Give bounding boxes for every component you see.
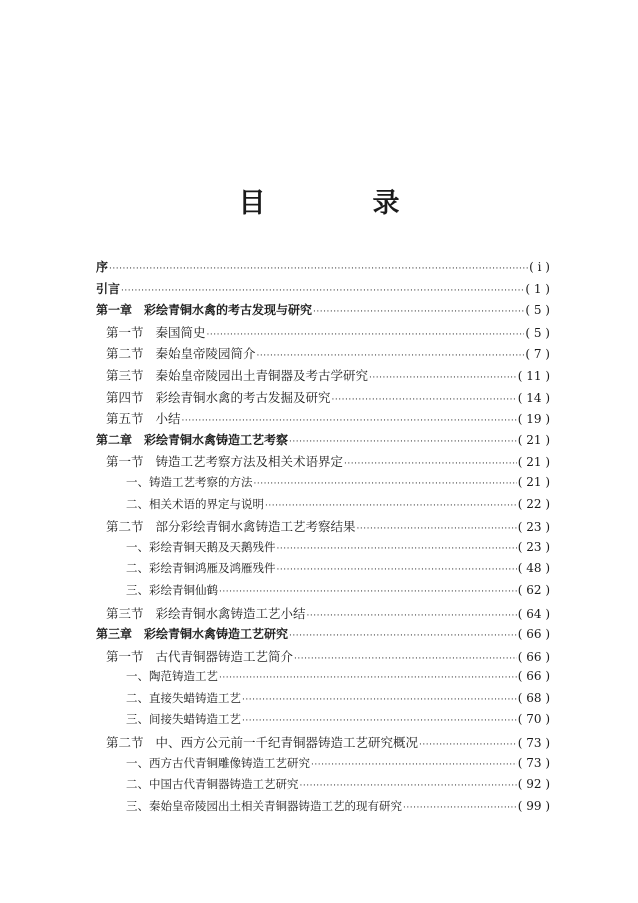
toc-entry-number: 第二节 [106, 346, 144, 362]
toc-entry-text: 彩绘青铜水禽铸造工艺研究 [144, 627, 289, 642]
toc-page-number: ( 21 ) [517, 432, 550, 447]
toc-entry-text: 引言 [96, 281, 121, 296]
toc-entry-text: 彩绘青铜水禽的考古发掘及研究 [155, 389, 331, 405]
dot-leader [257, 351, 525, 361]
dot-leader [313, 307, 524, 317]
toc-subsection[interactable] [96, 798, 550, 820]
toc-entry-introduction[interactable] [96, 280, 550, 302]
toc-section[interactable] [96, 604, 550, 626]
toc-entry-number: 第三节 [106, 367, 144, 383]
toc-entry-text: 序 [96, 260, 109, 274]
toc-page-number: ( 99 ) [517, 798, 550, 813]
toc-entry-text: 二、相关术语的界定与说明 [126, 496, 264, 511]
toc-section[interactable] [96, 323, 550, 345]
toc-entry-number: 第五节 [106, 411, 144, 427]
toc-entry-number: 第二节 [106, 735, 144, 751]
toc-section[interactable] [96, 344, 550, 366]
toc-entry-number: 第三节 [106, 605, 144, 621]
toc-page-number: ( 1 ) [525, 281, 550, 296]
toc-page-number: ( 66 ) [517, 669, 550, 684]
toc-section[interactable] [96, 517, 550, 539]
dot-leader [277, 544, 517, 554]
dot-leader [369, 373, 517, 383]
toc-page-number: ( 5 ) [525, 303, 550, 318]
toc-entry-number: 第一节 [106, 648, 144, 664]
toc-section[interactable] [96, 388, 550, 410]
dot-leader [300, 781, 517, 791]
toc-entry-text: 三、间接失蜡铸造工艺 [126, 712, 241, 727]
toc-subsection[interactable] [96, 539, 550, 561]
toc-section[interactable] [96, 366, 550, 388]
dot-leader [289, 437, 517, 447]
toc-page-number: ( 21 ) [517, 455, 550, 470]
toc-page-number: ( 64 ) [517, 606, 550, 621]
toc-entry-text: 一、陶范铸造工艺 [126, 669, 218, 684]
dot-leader [109, 264, 528, 274]
toc-entry-number: 第一节 [106, 324, 144, 340]
toc-entry-text: 一、彩绘青铜天鹅及天鹅残件 [126, 539, 276, 554]
page-title: 目 录 [238, 188, 440, 219]
toc-page-number: ( 14 ) [517, 390, 550, 405]
toc-entry-text: 彩绘青铜水禽的考古发现与研究 [144, 303, 313, 318]
toc-entry-preface[interactable] [96, 258, 550, 280]
toc-entry-text: 秦国简史 [155, 324, 206, 340]
toc-chapter-2[interactable] [96, 431, 550, 453]
toc-page-number: ( 66 ) [517, 649, 550, 664]
dot-leader [121, 286, 524, 296]
toc-subsection[interactable] [96, 711, 550, 733]
dot-leader [403, 803, 517, 813]
toc-section[interactable] [96, 409, 550, 431]
toc-entry-text: 彩绘青铜水禽铸造工艺小结 [155, 605, 306, 621]
toc-page-number: ( 22 ) [517, 496, 550, 511]
toc-entry-text: 秦始皇帝陵园出土青铜器及考古学研究 [155, 367, 369, 383]
dot-leader [419, 740, 517, 750]
toc-section[interactable] [96, 647, 550, 669]
toc-entry-text: 一、铸造工艺考察的方法 [126, 474, 253, 489]
dot-leader [277, 565, 517, 575]
toc-subsection[interactable] [96, 668, 550, 690]
toc-entry-text: 二、直接失蜡铸造工艺 [126, 690, 241, 705]
toc-page-number: ( 66 ) [517, 627, 550, 642]
toc-page-number: ( 68 ) [517, 690, 550, 705]
toc-entry-text: 铸造工艺考察方法及相关术语界定 [155, 454, 344, 470]
dot-leader [294, 654, 517, 664]
toc-entry-text: 彩绘青铜水禽铸造工艺考察 [144, 432, 289, 447]
toc-subsection[interactable] [96, 582, 550, 604]
toc-entry-text: 三、秦始皇帝陵园出土相关青铜器铸造工艺的现有研究 [126, 798, 402, 813]
toc-subsection[interactable] [96, 776, 550, 798]
toc-page-number: ( 11 ) [517, 368, 550, 383]
toc-page-number: ( 19 ) [517, 412, 550, 427]
dot-leader [207, 330, 525, 340]
toc-page-number: ( i ) [529, 260, 550, 274]
toc-page-number: ( 7 ) [525, 347, 550, 362]
dot-leader [307, 611, 517, 621]
toc-entry-text: 部分彩绘青铜水禽铸造工艺考察结果 [155, 519, 356, 535]
toc-page-number: ( 23 ) [517, 539, 550, 554]
toc-page-number: ( 73 ) [517, 755, 550, 770]
toc-page-number: ( 48 ) [517, 561, 550, 576]
toc-entry-text: 中、西方公元前一千纪青铜器铸造工艺研究概况 [155, 735, 419, 751]
toc-section[interactable] [96, 733, 550, 755]
toc-page-number: ( 21 ) [517, 474, 550, 489]
toc-page-number: ( 92 ) [517, 777, 550, 792]
toc-chapter-1[interactable] [96, 301, 550, 323]
toc-subsection[interactable] [96, 474, 550, 496]
dot-leader [242, 716, 517, 726]
dot-leader [289, 631, 517, 641]
toc-page-number: ( 73 ) [517, 736, 550, 751]
toc-entry-text: 小结 [155, 411, 181, 427]
toc-entry-number: 第二章 [96, 432, 133, 447]
toc-entry-number: 第三章 [96, 627, 133, 642]
toc-subsection[interactable] [96, 690, 550, 712]
dot-leader [219, 673, 517, 683]
toc-subsection[interactable] [96, 755, 550, 777]
toc-chapter-3[interactable] [96, 625, 550, 647]
toc-entry-text: 三、彩绘青铜仙鹤 [126, 582, 218, 597]
toc-subsection[interactable] [96, 496, 550, 518]
table-of-contents [96, 258, 550, 819]
dot-leader [357, 524, 517, 534]
toc-entry-number: 第二节 [106, 519, 144, 535]
dot-leader [344, 459, 517, 469]
toc-page-number: ( 62 ) [517, 582, 550, 597]
toc-entry-number: 第四节 [106, 389, 144, 405]
dot-leader [242, 695, 517, 705]
dot-leader [311, 760, 517, 770]
toc-entry-text: 秦始皇帝陵园简介 [155, 346, 256, 362]
toc-entry-text: 一、西方古代青铜雕像铸造工艺研究 [126, 755, 310, 770]
toc-page-number: ( 70 ) [517, 712, 550, 727]
dot-leader [182, 416, 517, 426]
dot-leader [219, 587, 517, 597]
toc-page-number: ( 5 ) [525, 325, 550, 340]
toc-entry-text: 古代青铜器铸造工艺简介 [155, 648, 294, 664]
dot-leader [254, 479, 517, 489]
toc-subsection[interactable] [96, 560, 550, 582]
toc-entry-number: 第一章 [96, 303, 133, 318]
dot-leader [332, 395, 517, 405]
toc-entry-text: 二、彩绘青铜鸿雁及鸿雁残件 [126, 561, 276, 576]
toc-entry-number: 第一节 [106, 454, 144, 470]
toc-page-number: ( 23 ) [517, 520, 550, 535]
dot-leader [265, 501, 517, 511]
toc-entry-text: 二、中国古代青铜器铸造工艺研究 [126, 777, 299, 792]
toc-section[interactable] [96, 452, 550, 474]
